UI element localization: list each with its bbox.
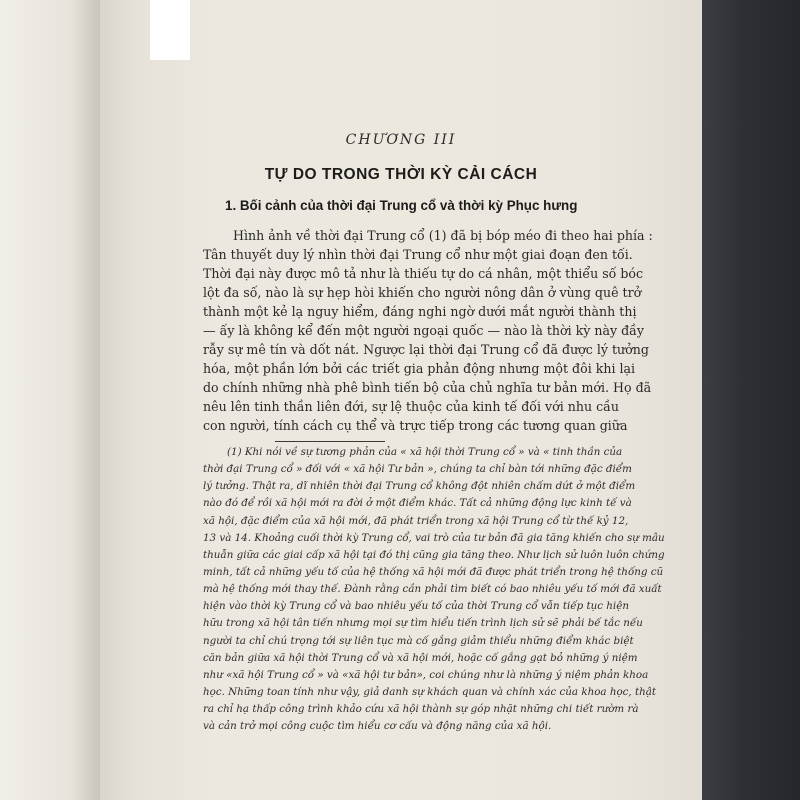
body-line: — ấy là không kể đến một người ngoại quốc — nào là thời kỳ này đầy: [203, 323, 644, 338]
chapter-title: TỰ DO TRONG THỜI KỲ CẢI CÁCH: [264, 166, 538, 183]
footnote-line: hiện vào thời kỳ Trung cổ và bao nhiêu yếu tố của thời Trung cổ vẫn tiếp tục hiện: [203, 600, 629, 613]
footnote-line: thời đại Trung cổ » đối với « xã hội Tư bản », chúng ta chỉ bàn tới những đặc điểm: [203, 463, 632, 476]
footnote-line: như «xã hội Trung cổ » và «xã hội tư bản», coi chúng như là những ý niệm phản khoa: [203, 668, 649, 681]
footnote-divider: [275, 441, 385, 442]
footnote-line: mà hệ thống mới thay thế. Đành rằng cần phải tìm biết có bao nhiêu yếu tố mới đã xuất: [203, 583, 662, 596]
body-line: rẫy sự mê tín và dốt nát. Ngược lại thời đại Trung cổ đã được lý tưởng: [203, 342, 649, 357]
page-corner-highlight: [150, 0, 190, 60]
footnote-line: lý tưởng. Thật ra, dĩ nhiên thời đại Trung cổ không đột nhiên chấm dứt ở một điểm: [203, 480, 636, 493]
footnote-line: nào đó để rồi xã hội mới ra đời ở một điểm khác. Tất cả những động lực kinh tế và: [203, 497, 632, 510]
footnote-text: [203, 444, 699, 735]
body-line: thành một kẻ lạ nguy hiểm, đáng nghi ngờ dưới mắt người thành thị: [203, 304, 637, 319]
footnote-line: hữu trong xã hội tân tiến nhưng mọi sự tìm hiểu tiến trình lịch sử sẽ phải bế tắc nếu: [203, 617, 643, 630]
footnote-line: 13 và 14. Khoảng cuối thời kỳ Trung cổ, vai trò của tư bản đã gia tăng khiến cho sự mâu: [203, 531, 665, 544]
body-line: Hình ảnh về thời đại Trung cổ (1) đã bị bóp méo đi theo hai phía :: [233, 228, 653, 243]
background-surface: [702, 0, 800, 800]
section-heading: 1. Bối cảnh của thời đại Trung cổ và thời kỳ Phục hưng: [225, 198, 578, 213]
footnote-line: ra chỉ hạ thấp công trình khảo cứu xã hội thành sự góp nhặt những chi tiết rườm rà: [203, 703, 639, 716]
body-text: [203, 226, 695, 435]
footnote-line: (1) Khi nói về sự tương phản của « xã hội thời Trung cổ » và « tinh thần của: [227, 446, 623, 458]
footnote-line: thuẫn giữa các giai cấp xã hội tại đó thị cũng gia tăng theo. Như lịch sử luôn luôn chứng: [203, 548, 665, 561]
body-line: hóa, một phần lớn bởi các triết gia phản động nhưng một đôi khi lại: [203, 361, 636, 376]
footnote-line: căn bản giữa xã hội thời Trung cổ và xã hội mới, hoặc cố gắng gạt bỏ những ý niệm: [203, 651, 638, 664]
body-line: Thời đại này được mô tả như là thiếu tự do cá nhân, một thiểu số bóc: [203, 266, 644, 281]
body-line: con người, tính cách cụ thể và trực tiếp trong các tương quan giữa: [203, 418, 628, 433]
chapter-heading: CHƯƠNG III: [345, 132, 457, 148]
footnote-line: minh, tất cả những yếu tố của hệ thống xã hội mới đã được phát triển trong hệ thống cũ: [203, 565, 664, 578]
page-content: [100, 0, 702, 800]
footnote-line: và cản trở mọi công cuộc tìm hiểu cơ cấu và động năng của xã hội.: [203, 720, 552, 733]
body-line: nêu lên tinh thần liên đới, sự lệ thuộc của kinh tế đối với nhu cầu: [203, 399, 619, 414]
body-line: Tân thuyết duy lý nhìn thời đại Trung cổ như một giai đoạn đen tối.: [203, 247, 633, 262]
footnote-line: xã hội, đặc điểm của xã hội mới, đã phát triển trong xã hội Trung cổ từ thế kỷ 12,: [203, 514, 629, 527]
facing-page-edge: [0, 0, 100, 800]
footnote-line: người ta chỉ chú trọng tới sự liên tục mà cố gắng giảm thiểu những điểm khác biệt: [203, 634, 634, 647]
body-line: do chính những nhà phê bình tiến bộ của chủ nghĩa tư bản mới. Họ đã: [203, 380, 652, 395]
body-line: lột đa số, nào là sự hẹp hòi khiến cho người nông dân ở vùng quê trở: [203, 285, 642, 300]
book-page: [100, 0, 702, 800]
footnote-line: học. Những toan tính như vậy, giả danh sự khách quan và chính xác của khoa học, thật: [203, 685, 657, 698]
